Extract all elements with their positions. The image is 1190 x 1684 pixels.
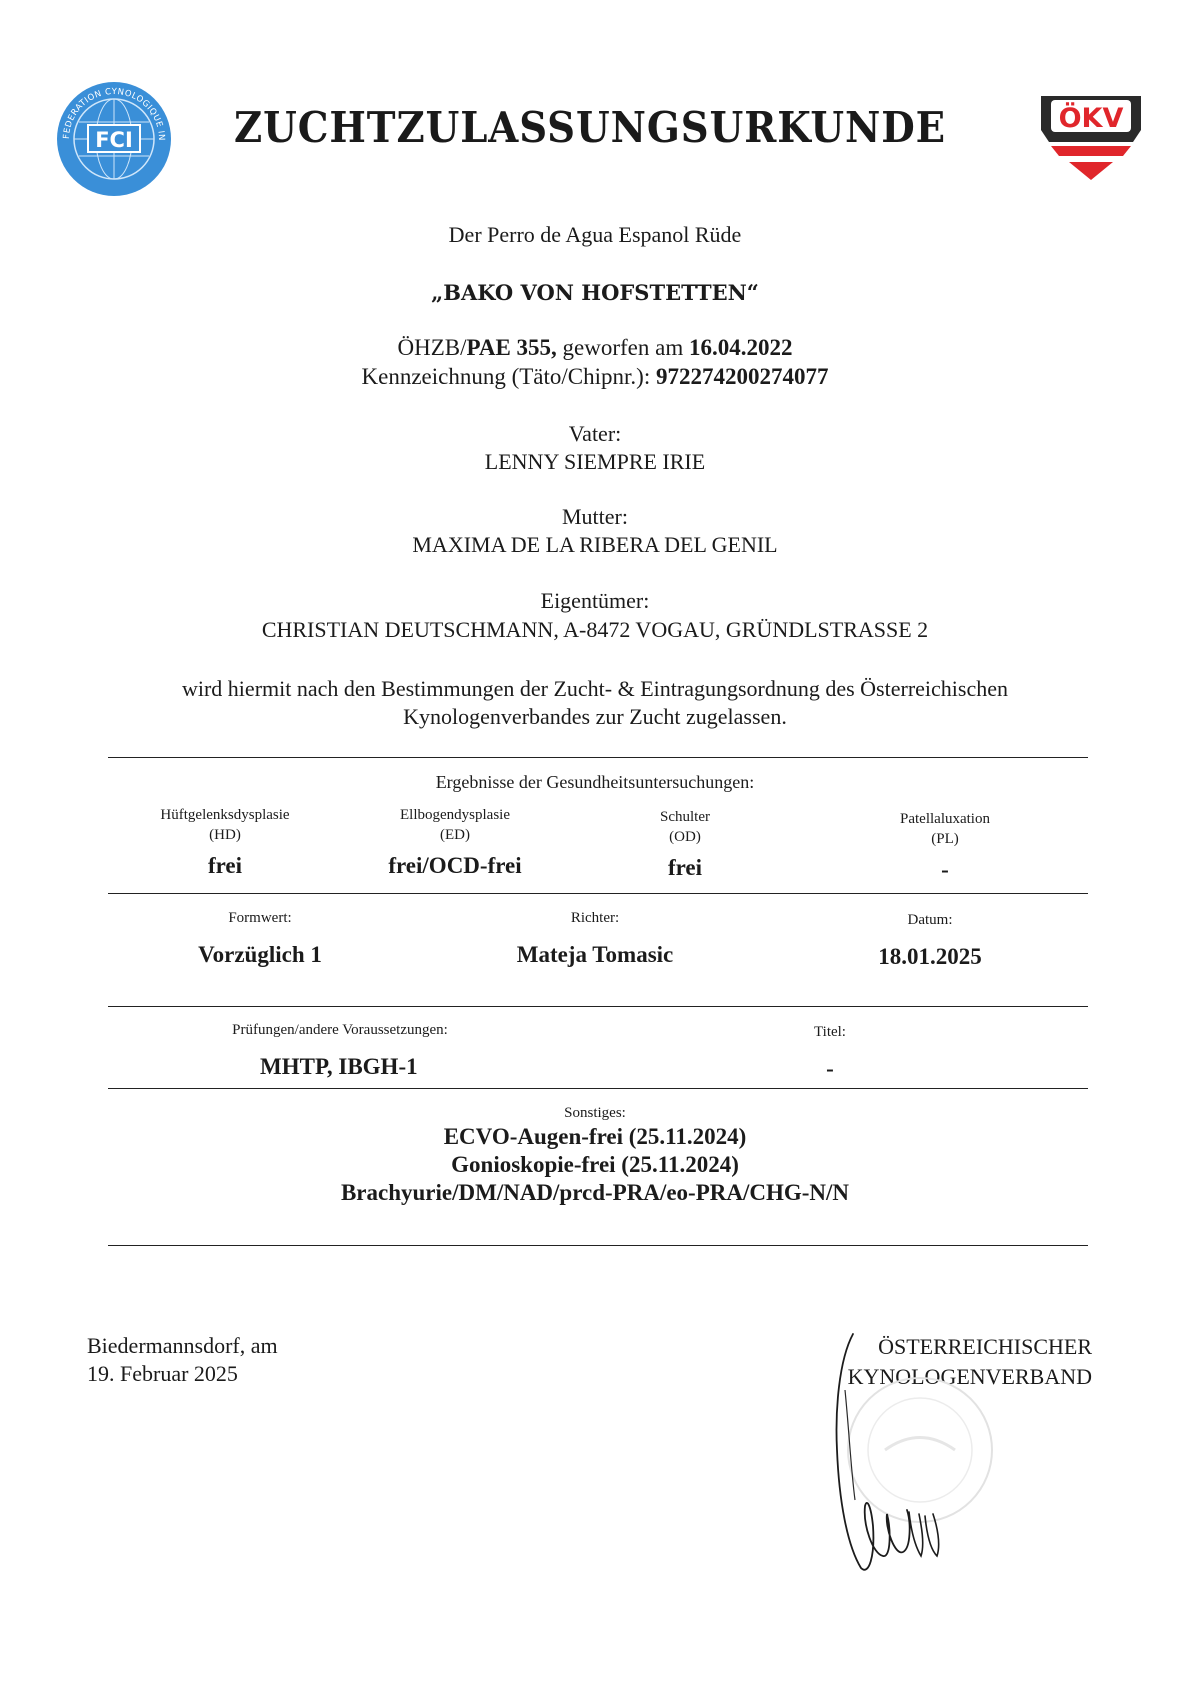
health-label: Hüftgelenksdysplasie — [160, 807, 290, 823]
father-label: Vater: — [568, 421, 622, 446]
issue-date: 19. Februar 2025 — [87, 1361, 238, 1386]
okv-logo — [1037, 90, 1145, 185]
other-line: Brachyurie/DM/NAD/prcd-PRA/eo-PRA/CHG-N/N — [340, 1180, 850, 1205]
fci-logo — [55, 80, 173, 198]
exams-value: MHTP, IBGH-1 — [260, 1054, 418, 1079]
divider — [108, 1088, 1088, 1089]
chip-line — [0, 364, 1190, 390]
health-value: frei — [207, 853, 243, 878]
exams — [200, 1020, 480, 1080]
chip-number: 972274200274077 — [655, 364, 829, 389]
mother-name: MAXIMA DE LA RIBERA DEL GENIL — [412, 532, 778, 557]
health-label: Patellaluxation — [900, 811, 990, 827]
father-name: LENNY SIEMPRE IRIE — [484, 449, 706, 474]
fci-logo-text: FCI — [95, 128, 133, 152]
other-label: Sonstiges: — [564, 1105, 626, 1121]
formwert-value: Vorzüglich 1 — [198, 942, 322, 967]
mother-label: Mutter: — [562, 504, 628, 529]
registration-line — [0, 335, 1190, 361]
divider — [108, 1006, 1088, 1007]
health-heading: Ergebnisse der Gesundheitsuntersuchungen: — [435, 772, 755, 792]
health-label: Schulter — [660, 809, 710, 825]
titles-label: Titel: — [814, 1024, 846, 1040]
titles — [780, 1022, 880, 1082]
health-od — [610, 807, 760, 881]
health-ed — [355, 805, 555, 879]
okv-logo-text: ÖKV — [1058, 103, 1124, 134]
birth-label: geworfen am — [556, 335, 689, 360]
health-hd — [130, 805, 320, 879]
org-line-2: KYNOLOGENVERBAND — [847, 1364, 1092, 1389]
other-line: ECVO-Augen-frei (25.11.2024) — [443, 1124, 747, 1149]
divider — [108, 1245, 1088, 1246]
judge-label: Richter: — [570, 910, 620, 926]
judge-value: Mateja Tomasic — [516, 942, 674, 967]
exams-label: Prüfungen/andere Voraussetzungen: — [232, 1022, 448, 1038]
eval-date-value: 18.01.2025 — [878, 944, 982, 969]
eval-date — [845, 910, 1015, 970]
org-line-1: ÖSTERREICHISCHER — [878, 1334, 1092, 1359]
titles-value: - — [826, 1056, 834, 1081]
statement-line-2: Kynologenverbandes zur Zucht zugelassen. — [403, 704, 787, 729]
formwert — [160, 908, 360, 968]
health-label: Ellbogendysplasie — [400, 807, 510, 823]
health-value: frei — [667, 855, 703, 880]
divider — [108, 757, 1088, 758]
dog-name: „BAKO VON HOFSTETTEN“ — [431, 280, 759, 305]
document-title: ZUCHTZULASSUNGSURKUNDE — [233, 103, 947, 152]
owner-value: CHRISTIAN DEUTSCHMANN, A-8472 VOGAU, GRÜNDLSTRASSE 2 — [261, 617, 929, 642]
health-abbr: (OD) — [669, 829, 701, 845]
divider — [108, 893, 1088, 894]
statement-line-1: wird hiermit nach den Bestimmungen der Zucht- & Eintragungsordnung des Österreichischen — [181, 676, 1008, 701]
signature — [825, 1330, 955, 1575]
breed-line: Der Perro de Agua Espanol Rüde — [448, 222, 742, 247]
health-value: frei/OCD-frei — [388, 853, 522, 878]
fci-ring-text: FEDERATION CYNOLOGIQUE IN — [61, 86, 167, 142]
other-line: Gonioskopie-frei (25.11.2024) — [451, 1152, 739, 1177]
health-abbr: (HD) — [209, 827, 241, 843]
formwert-label: Formwert: — [228, 910, 292, 926]
judge — [470, 908, 720, 968]
chip-label: Kennzeichnung (Täto/Chipnr.): — [361, 364, 656, 389]
owner-label: Eigentümer: — [540, 588, 650, 613]
health-abbr: (ED) — [440, 827, 470, 843]
eval-date-label: Datum: — [907, 912, 953, 928]
health-pl — [860, 809, 1030, 883]
health-value: - — [941, 857, 949, 882]
birth-date: 16.04.2022 — [689, 335, 793, 360]
issue-place: Biedermannsdorf, am — [87, 1333, 278, 1358]
registration-number: PAE 355, — [466, 335, 557, 360]
registration-prefix: ÖHZB/ — [397, 335, 467, 360]
health-abbr: (PL) — [931, 831, 959, 847]
